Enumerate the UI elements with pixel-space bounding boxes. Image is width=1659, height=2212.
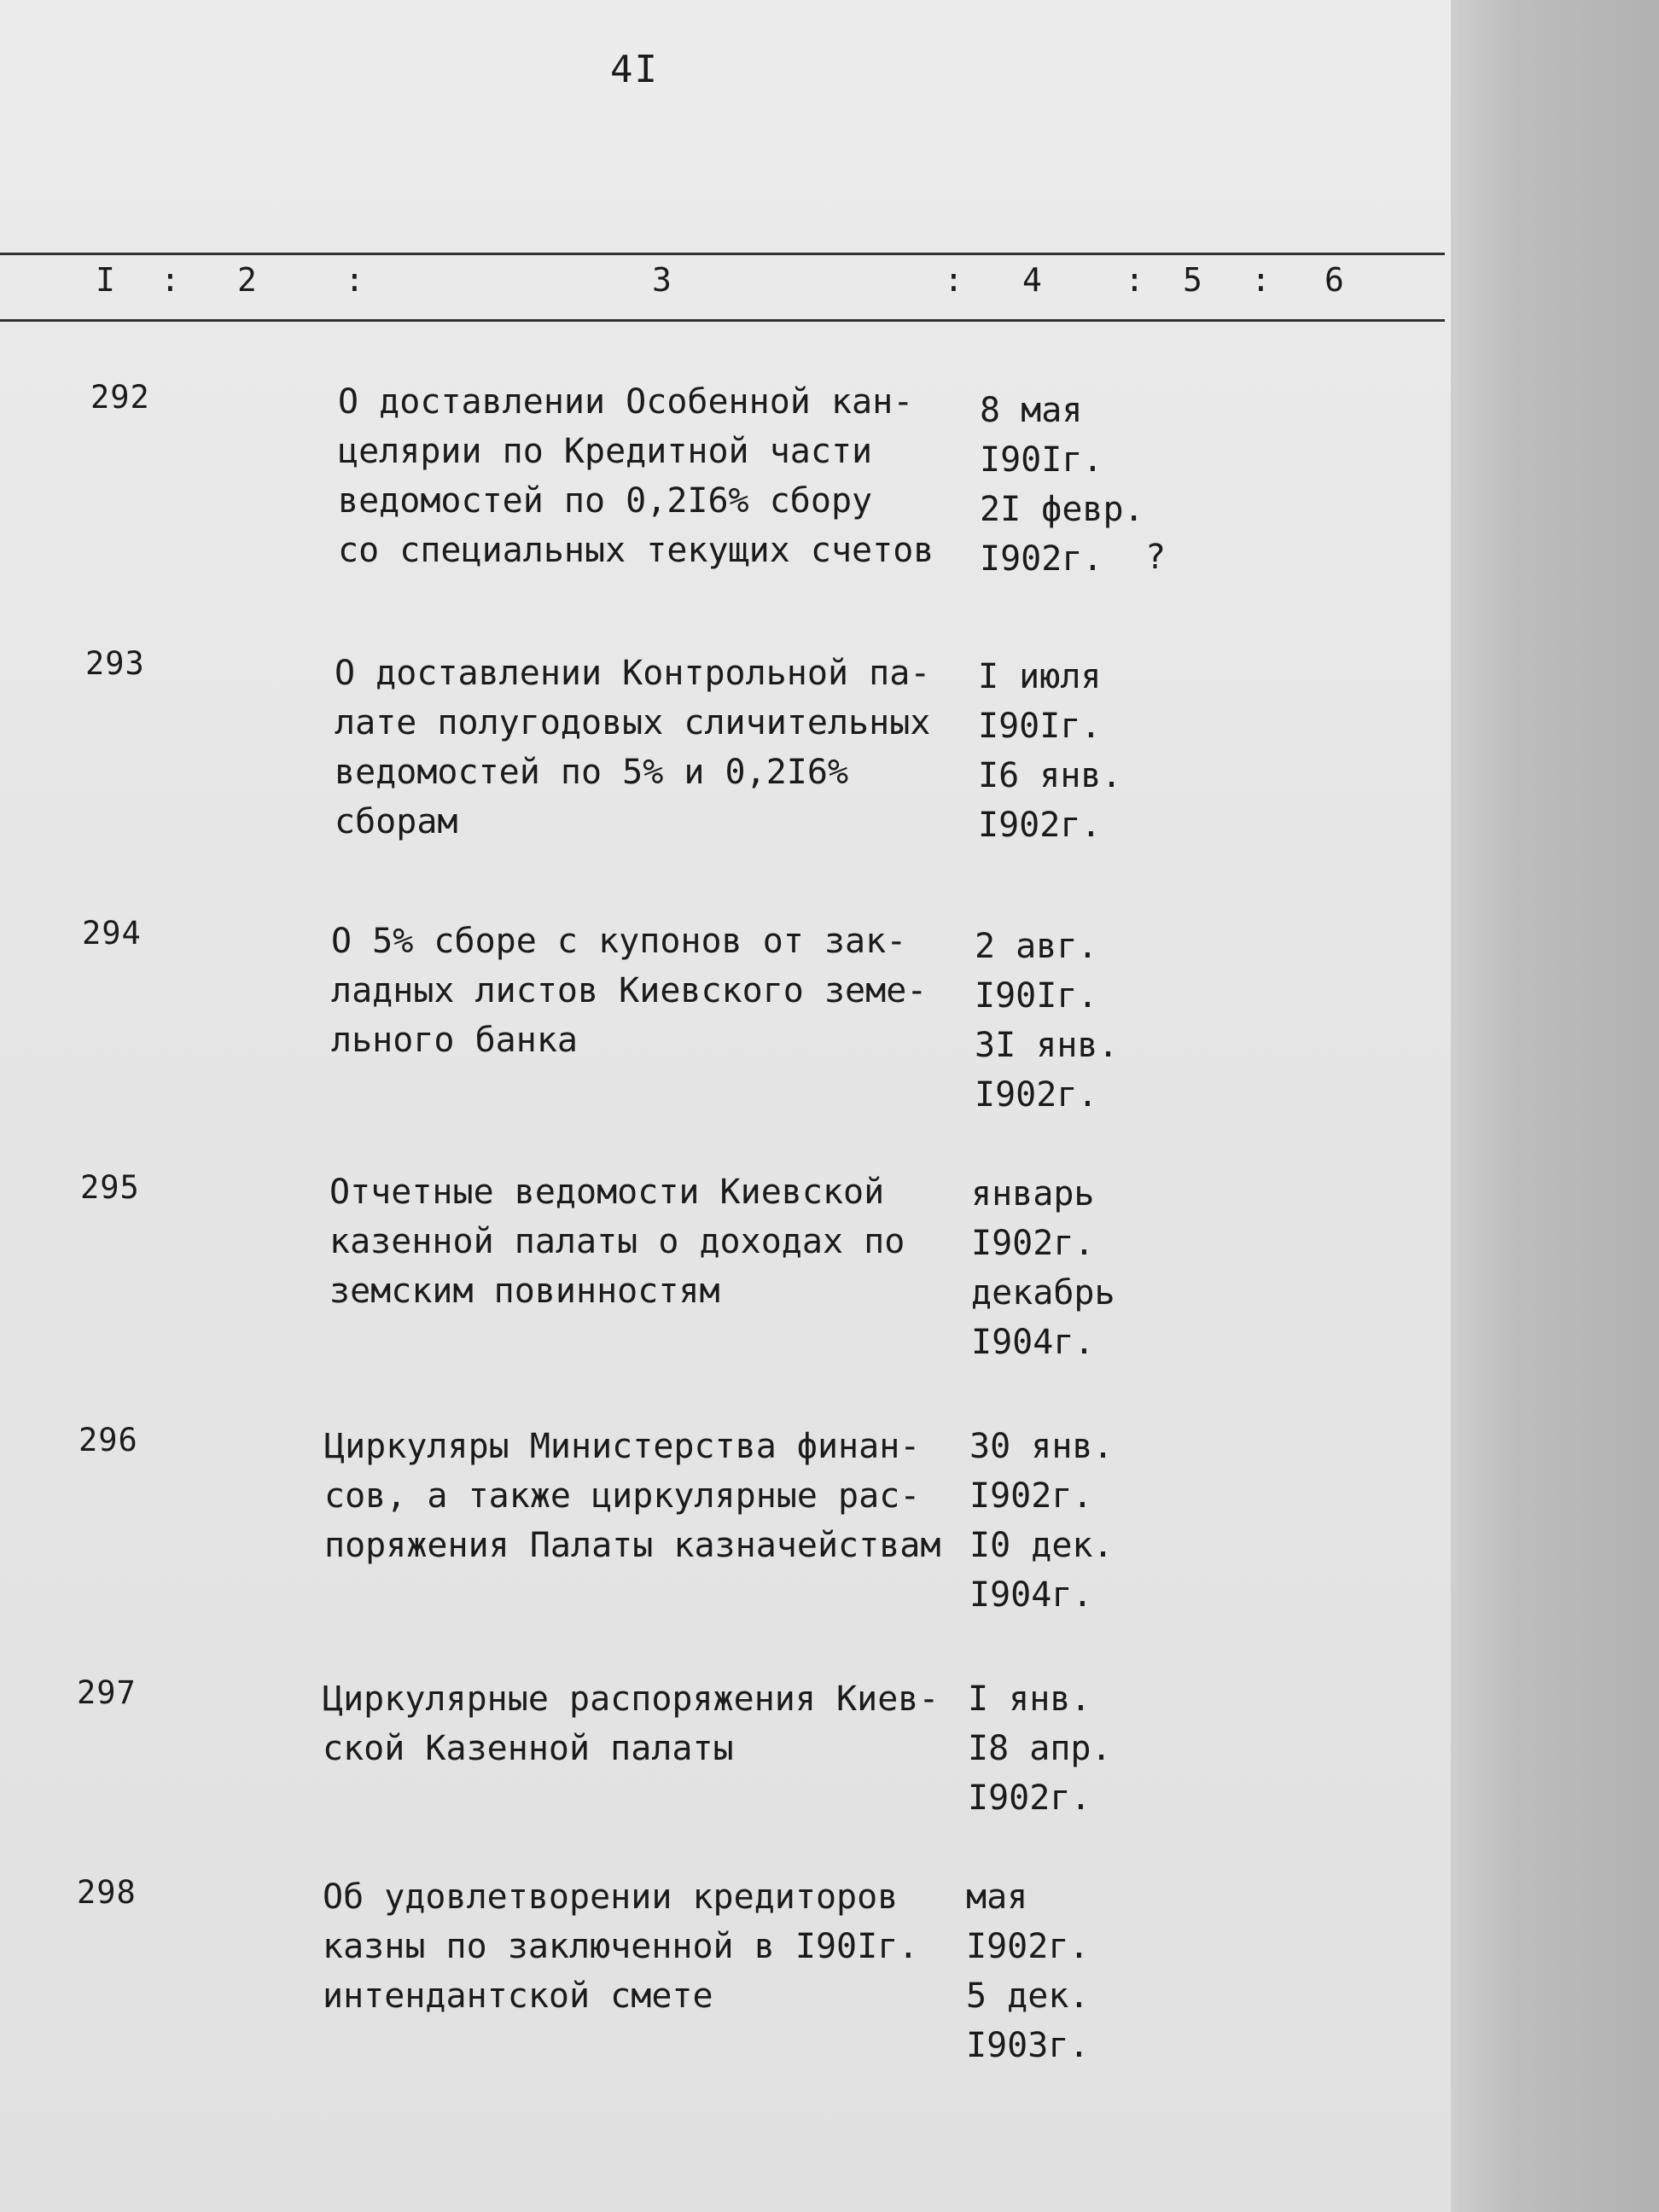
entry-number: 292 [90,379,150,416]
page-number: 4I [610,48,659,91]
column-header-3: 3 [652,261,672,299]
entry-dates: 8 мая I90Iг. 2I февр. I902г. [980,391,1144,579]
column-header-2: 2 [237,261,257,299]
column-header-4: 4 [1022,261,1042,299]
entry-dates: 2 авг. I90Iг. 3I янв. I902г. [975,927,1119,1115]
entry-number: 294 [82,915,142,952]
column-separator: : [1125,261,1144,299]
entry-title: О 5% сборе с купонов от зак- ладных листов Киевского земе- льного банка [331,922,928,1060]
question-mark-annotation: ? [1145,538,1167,577]
column-separator: : [345,261,364,299]
entry-dates: мая I902г. 5 дек. I903г. [966,1877,1090,2065]
column-header-row [0,247,1451,316]
entry-title: О доставлении Контрольной па- лате полугодовых сличительных ведомостей по 5% и 0,2I6% сборам [335,654,931,841]
entry-title: Циркуляры Министерства финан- сов, а также циркулярные рас- поряжения Палаты казначействам [324,1427,941,1565]
entry-number: 293 [85,645,145,682]
column-separator: : [160,261,180,299]
column-separator: : [944,261,963,299]
column-separator: : [1251,261,1271,299]
entry-dates: I янв. I8 апр. I902г. [968,1679,1112,1818]
entry-dates: I июля I90Iг. I6 янв. I902г. [978,657,1122,845]
column-header-6: 6 [1324,261,1344,299]
entry-number: 298 [77,1874,137,1911]
column-header-1: I [96,261,115,299]
entry-title: Отчетные ведомости Киевской казенной палаты о доходах по земским повинностям [329,1173,905,1311]
entry-number: 295 [80,1169,140,1206]
entry-title: Циркулярные распоряжения Киев- ской Казенной палаты [323,1679,940,1768]
column-header-5: 5 [1183,261,1202,299]
entry-dates: январь I902г. декабрь I904г. [971,1174,1115,1362]
entry-number: 296 [79,1422,138,1458]
entry-number: 297 [77,1674,137,1711]
entry-title: О доставлении Особенной кан- целярии по Кредитной части ведомостей по 0,2I6% сбору со специальных текущих счетов [338,382,934,570]
header-rule-bottom [0,319,1445,322]
entry-dates: 30 янв. I902г. I0 дек. I904г. [969,1427,1114,1615]
page-edge-shadow [1451,0,1659,2212]
entry-title: Об удовлетворении кредиторов казны по заключенной в I90Iг. интендантской смете [323,1877,919,2016]
